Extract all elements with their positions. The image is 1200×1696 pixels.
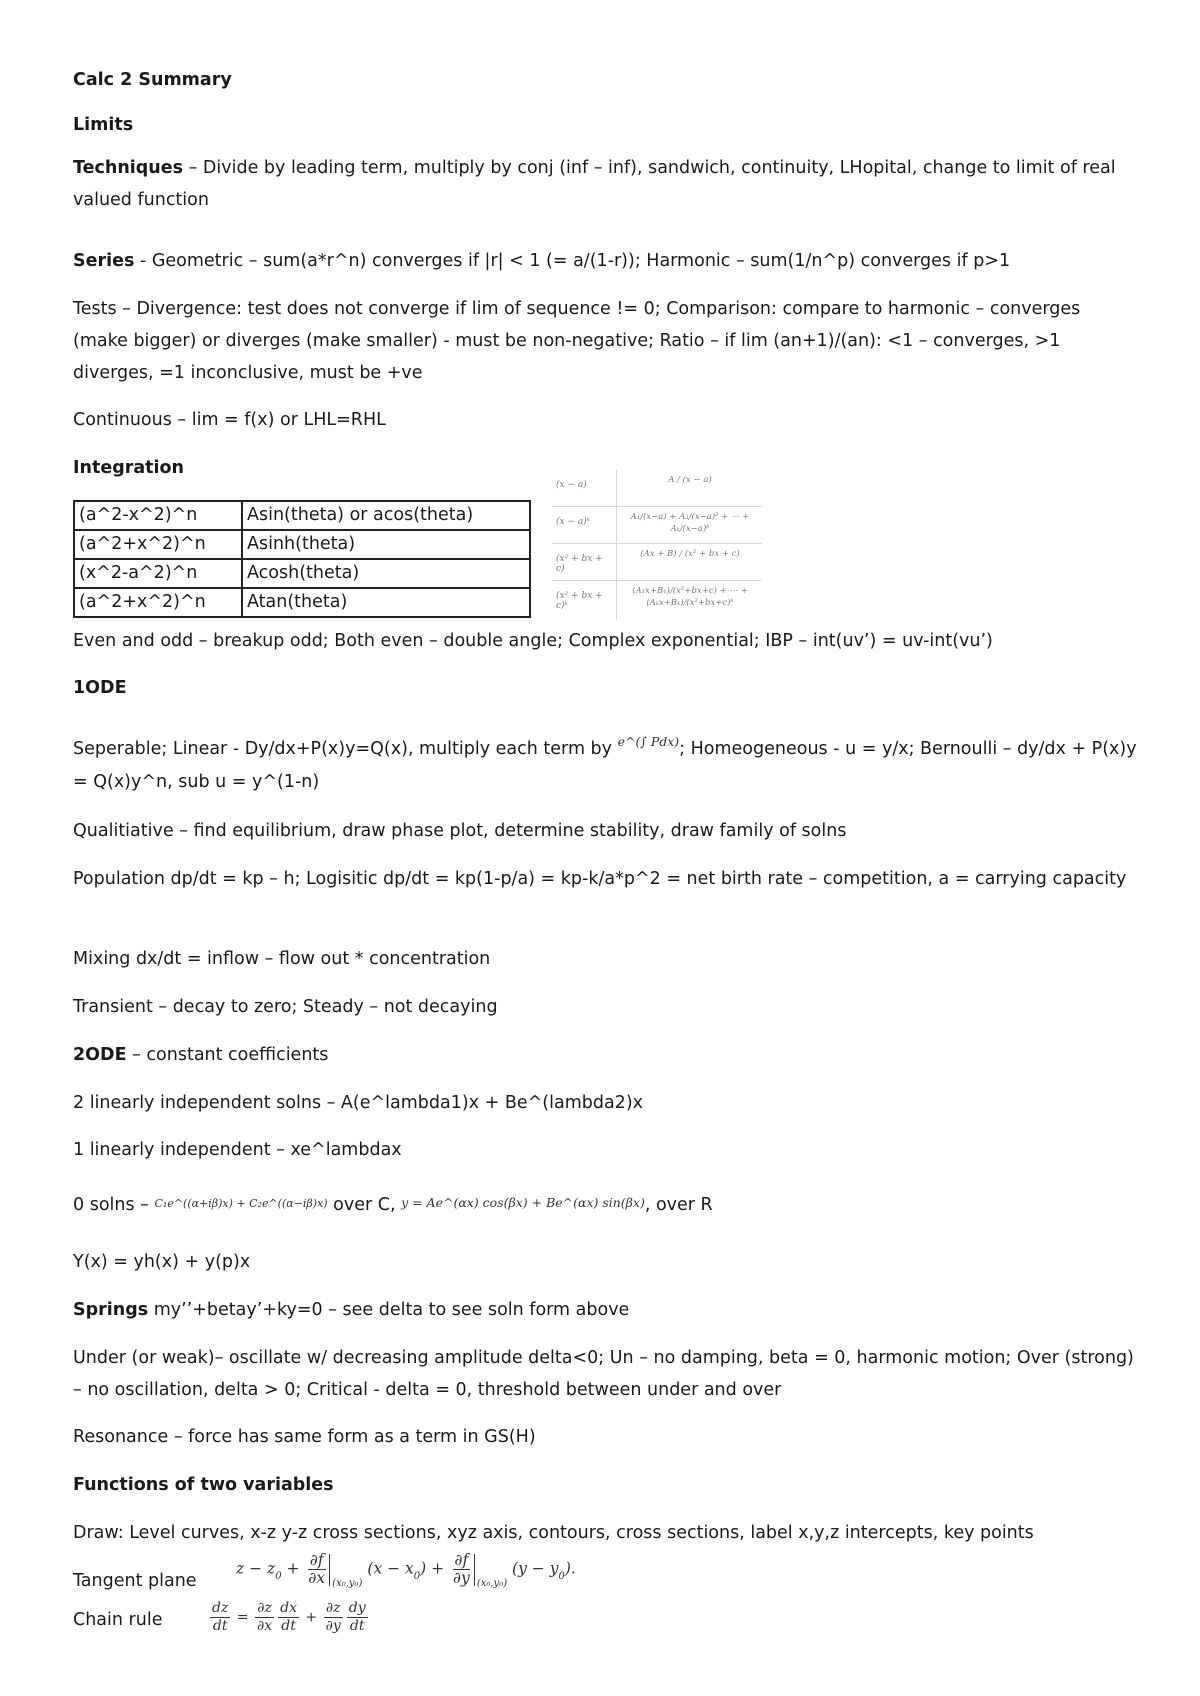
complex-solution-formula: C₁e^((α+iβ)x) + C₂e^((α−iβ)x) (154, 1197, 328, 1210)
mixing-paragraph: Mixing dx/dt = inflow – flow out * concentration (73, 949, 491, 969)
table-cell-substitution: Asinh(theta) (242, 530, 530, 559)
table-cell-expression: (a^2+x^2)^n (74, 530, 242, 559)
partial-fractions-image (552, 470, 762, 620)
partial-fraction-factor: (x − a)ᵏ (556, 517, 591, 527)
springs-text: my’’+betay’+ky=0 – see delta to see soln form above (148, 1300, 630, 1320)
separable-paragraph (73, 733, 1138, 798)
two-solns-paragraph: 2 linearly independent solns – A(e^lambda1)x + Be^(lambda2)x (73, 1093, 643, 1113)
separable-text-end: ; Homeogeneous - u = y/x; Bernoulli – dy/dx + P(x)y = Q(x)y^n, sub u = y^(1-n) (73, 739, 1137, 792)
springs-paragraph (73, 1294, 1138, 1326)
population-paragraph: Population dp/dt = kp – h; Logisitic dp/dt = kp(1-p/a) = kp-k/a*p^2 = net birth rate – competition, a = carrying capacity (73, 869, 1127, 889)
partial-fraction-row (552, 470, 762, 507)
partial-fraction-term: (A₁x+B₁)/(x²+bx+c) + ⋯ + (Aₖx+Bₖ)/(x²+bx+c)ᵏ (632, 586, 748, 608)
chain-rule-label: Chain rule (73, 1610, 163, 1630)
table-cell-substitution: Asin(theta) or acos(theta) (242, 501, 530, 530)
doc-title: Calc 2 Summary (73, 70, 232, 90)
table-cell-expression: (a^2-x^2)^n (74, 501, 242, 530)
table-row (74, 559, 530, 588)
series-text: - Geometric – sum(a*r^n) converges if |r| < 1 (= a/(1-r)); Harmonic – sum(1/n^p) converges if p>1 (134, 251, 1011, 271)
separable-text-start: Seperable; Linear - Dy/dx+P(x)y=Q(x), multiply each term by (73, 739, 613, 759)
heading-functions-two-variables: Functions of two variables (73, 1475, 334, 1495)
draw-paragraph: Draw: Level curves, x-z y-z cross sections, xyz axis, contours, cross sections, label x,y,z intercepts, key points (73, 1523, 1034, 1543)
series-label: Series (73, 251, 135, 271)
table-row (74, 588, 530, 617)
series-paragraph (73, 245, 1138, 277)
over-r-text: , over R (644, 1195, 713, 1215)
springs-label: Springs (73, 1300, 149, 1320)
heading-integration: Integration (73, 458, 185, 478)
tangent-plane-formula: $z - z_0$ + $\frac{\partial f}{\partial x}$ $_{(x_0,y_0)}$ $(x - x_0)$ + $\frac{\partial f}{\partial y}$ $_{(x_0,y_0)}$ $(y - y_0)$. (236, 1551, 576, 1589)
qualitative-paragraph: Qualitiative – find equilibrium, draw phase plot, determine stability, draw family of solns (73, 821, 847, 841)
partial-fraction-row (552, 544, 762, 581)
table-cell-substitution: Atan(theta) (242, 588, 530, 617)
partial-fraction-factor: (x − a) (556, 480, 587, 490)
zero-solns-paragraph (73, 1189, 1138, 1223)
techniques-paragraph (73, 152, 1138, 216)
over-c-text: over C, (327, 1195, 402, 1215)
tests-paragraph: Tests – Divergence: test does not converge if lim of sequence != 0; Comparison: compare to harmonic – converges (make bigger) or diverges (make smaller) - must be non-negative; Ratio – if lim (an+1)/(an): <1 – converges, >1 diverges, =1 inconclusive, must be +ve (73, 299, 1081, 383)
real-solution-formula: y = Ae^(αx) cos(βx) + Be^(αx) sin(βx) (401, 1195, 645, 1210)
tangent-plane-label: Tangent plane (73, 1571, 197, 1591)
partial-fraction-factor: (x² + bx + c)ᵏ (556, 591, 603, 611)
partial-fraction-term: A₁/(x−a) + A₂/(x−a)² + ⋯ + Aₖ/(x−a)ᵏ (630, 512, 750, 534)
integrating-factor-formula: e^(∫ Pdx) (617, 734, 680, 749)
table-cell-substitution: Acosh(theta) (242, 559, 530, 588)
even-odd-paragraph: Even and odd – breakup odd; Both even – double angle; Complex exponential; IBP – int(uv’) = uv-int(vu’) (73, 631, 993, 651)
table-cell-expression: (x^2-a^2)^n (74, 559, 242, 588)
damping-paragraph: Under (or weak)– oscillate w/ decreasing amplitude delta<0; Un – no damping, beta = 0, harmonic motion; Over (strong) – no oscillation, delta > 0; Critical - delta = 0, threshold between under and over (73, 1348, 1134, 1400)
ode2-text: – constant coefficients (126, 1045, 329, 1065)
partial-fraction-factor: (x² + bx + c) (556, 554, 603, 574)
partial-fraction-term: (Ax + B) / (x² + bx + c) (640, 549, 740, 559)
ode2-label: 2ODE (73, 1045, 127, 1065)
table-row (74, 530, 530, 559)
partial-fraction-row (552, 507, 762, 544)
zero-solns-text: 0 solns – (73, 1195, 155, 1215)
trig-substitution-table (73, 500, 531, 618)
general-solution-paragraph: Y(x) = yh(x) + y(p)x (73, 1252, 251, 1272)
heading-limits: Limits (73, 115, 134, 135)
techniques-text: – Divide by leading term, multiply by conj (inf – inf), sandwich, continuity, LHopital, change to limit of real valued function (73, 158, 1116, 210)
partial-fraction-row (552, 581, 762, 617)
heading-1ode: 1ODE (73, 678, 127, 698)
resonance-paragraph: Resonance – force has same form as a term in GS(H) (73, 1427, 536, 1447)
partial-fraction-term: A / (x − a) (668, 475, 712, 485)
one-soln-paragraph: 1 linearly independent – xe^lambdax (73, 1140, 402, 1160)
continuous-paragraph: Continuous – lim = f(x) or LHL=RHL (73, 410, 386, 430)
chain-rule-formula: $\frac{dz}{dt}$ = $\frac{\partial z}{\partial x}$ $\frac{dx}{dt}$ + $\frac{\partial z}{\partial y}$ $\frac{dy}{dt}$ (212, 1600, 366, 1634)
table-cell-expression: (a^2+x^2)^n (74, 588, 242, 617)
ode2-paragraph (73, 1039, 1138, 1071)
techniques-label: Techniques (73, 158, 184, 178)
transient-paragraph: Transient – decay to zero; Steady – not decaying (73, 997, 498, 1017)
table-row (74, 501, 530, 530)
